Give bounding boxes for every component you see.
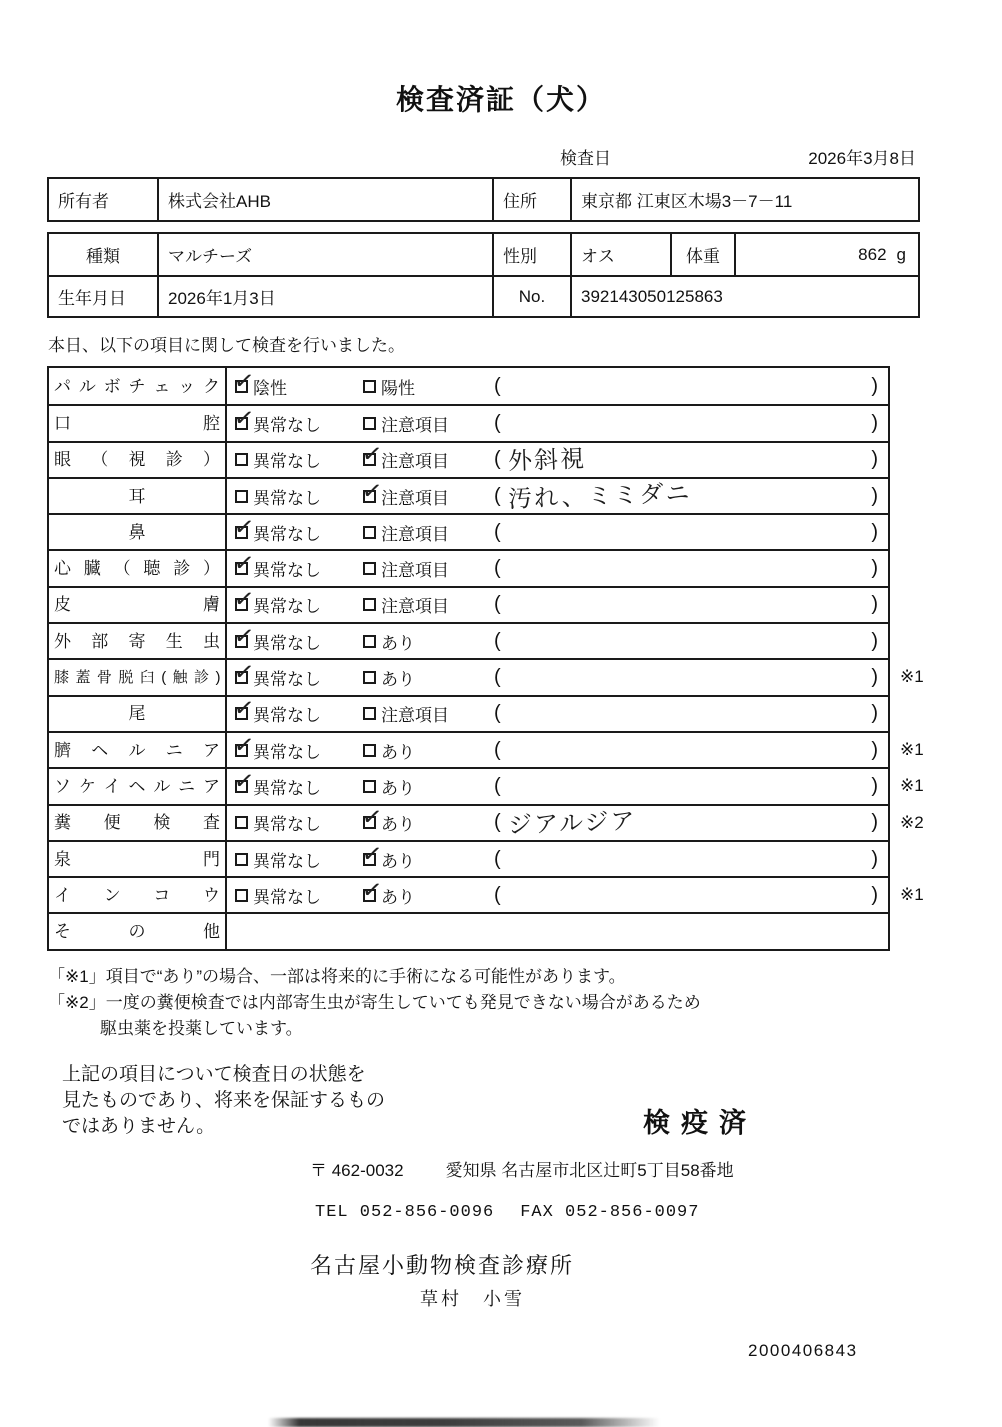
inspection-item-label: 心 臓 （ 聴 診 ）: [49, 551, 227, 585]
check-mark-icon: ✓: [232, 620, 256, 651]
paren-close: ): [871, 411, 878, 434]
disclaimer-text: [62, 1062, 385, 1141]
inspection-item-label: 糞 便 検 査: [49, 806, 227, 840]
comment-cell: [492, 624, 888, 658]
checkbox-icon: [360, 438, 384, 470]
option-label: あり: [381, 851, 415, 871]
postal-code: 〒 462-0032: [310, 1161, 404, 1181]
checkbox-icon: [360, 838, 384, 869]
option-label: 異常なし: [253, 887, 321, 907]
option-attention: [360, 838, 415, 872]
checkbox-icon: [232, 693, 256, 724]
paren-open: (: [494, 520, 501, 543]
inspection-row: [49, 840, 888, 876]
checkbox-icon: [235, 889, 248, 902]
checkbox-icon: [360, 801, 384, 833]
option-normal: [232, 620, 363, 654]
footnote-2-line1: 「※2」一度の糞便検査では内部寄生虫が寄生していても発見できない場合があるため: [48, 993, 701, 1013]
paren-open: (: [494, 666, 501, 689]
checkbox-icon: [232, 584, 256, 615]
footnote-marker: ※1: [900, 667, 924, 687]
inspection-row: [49, 801, 924, 840]
option-normal: [232, 729, 363, 763]
inspection-item-label: 泉 門: [49, 842, 227, 876]
option-label: 注意項目: [381, 706, 449, 726]
inspection-options: [227, 547, 492, 585]
checkbox-icon: [235, 853, 248, 866]
check-mark-icon: ✓: [232, 656, 256, 688]
serial-number: 2000406843: [748, 1341, 858, 1361]
paren-close: ): [871, 666, 878, 689]
option-label: 注意項目: [381, 488, 449, 508]
option-label: 異常なし: [253, 561, 321, 581]
footnote-marker: ※2: [900, 812, 924, 832]
option-label: 陽性: [381, 378, 415, 398]
checkbox-icon: [232, 620, 256, 651]
inspection-item-label: パ ル ボ チ ェ ッ ク: [49, 368, 227, 404]
checkbox-icon: [363, 598, 376, 611]
inspection-row: [49, 765, 924, 803]
paren-close: ): [871, 629, 878, 652]
inspection-row: [49, 586, 888, 622]
option-attention: [360, 475, 449, 509]
certificate-no-label: No.: [492, 277, 570, 316]
inspection-options: [227, 402, 492, 440]
inspection-row: [49, 729, 924, 767]
option-label: 異常なし: [253, 452, 321, 472]
inspection-row: [49, 656, 924, 694]
inspection-options: [227, 620, 492, 658]
comment-cell: [492, 551, 888, 585]
option-attention: [363, 520, 449, 545]
paren-open: (: [494, 557, 501, 580]
option-attention: [363, 374, 415, 399]
footnote-marker: ※1: [900, 885, 924, 905]
inspection-item-label: ソ ケ イ ヘ ル ニ ア: [49, 769, 227, 803]
breed-row: [49, 234, 918, 275]
paren-close: ): [871, 593, 878, 616]
option-label: あり: [381, 742, 415, 762]
option-label: 注意項目: [381, 452, 449, 472]
paren-close: ): [871, 883, 878, 906]
inspection-options: [227, 693, 492, 731]
breed-value: マルチーズ: [157, 234, 492, 275]
checkbox-icon: [363, 635, 376, 648]
paren-open: (: [494, 847, 501, 870]
check-mark-icon: ✓: [232, 402, 256, 434]
address-label: 住所: [492, 179, 570, 220]
check-mark-icon: ✓: [360, 475, 384, 506]
comment-cell: [492, 769, 888, 803]
comment-cell: [492, 697, 888, 731]
fax-number: FAX 052-856-0097: [520, 1203, 700, 1223]
option-label: 異常なし: [253, 597, 321, 617]
comment-cell: [492, 842, 888, 876]
footnote-1: 「※1」項目で“あり”の場合、一部は将来的に手術になる可能性があります。: [48, 966, 626, 986]
inspection-options: [227, 801, 492, 840]
inspection-item-label: 外 部 寄 生 虫: [49, 624, 227, 658]
option-label: あり: [381, 778, 415, 798]
birth-row: [49, 275, 918, 316]
inspection-item-label: 眼 （ 視 診 ）: [49, 443, 227, 477]
weight-value-cell: [734, 234, 918, 275]
comment-cell: [492, 588, 888, 622]
option-normal: [235, 883, 363, 908]
inspection-row: [49, 912, 888, 948]
inspection-options: [227, 584, 492, 622]
option-normal: [232, 402, 363, 436]
option-label: 異常なし: [253, 851, 321, 871]
disclaimer-line: ではありません。: [62, 1116, 216, 1138]
checkbox-icon: [232, 765, 256, 797]
birthdate-label: 生年月日: [58, 289, 126, 308]
checkbox-icon: [363, 562, 376, 575]
option-normal: [232, 765, 363, 799]
checkbox-icon: [363, 526, 376, 539]
inspection-item-label: 臍 ヘ ル ニ ア: [49, 733, 227, 767]
paren-close: ): [871, 448, 878, 471]
option-label: あり: [381, 815, 415, 835]
disclaimer-line: 見たものであり、将来を保証するもの: [62, 1090, 386, 1111]
option-label: あり: [381, 633, 415, 653]
check-mark-icon: ✓: [360, 438, 384, 470]
checkbox-icon: [232, 547, 256, 579]
option-attention: [363, 738, 415, 763]
inspection-row: [49, 622, 888, 658]
inspection-row: [49, 404, 888, 440]
comment-cell: [492, 368, 888, 404]
paren-close: ): [871, 557, 878, 580]
inspection-table: [47, 365, 924, 951]
option-label: 異常なし: [253, 524, 321, 544]
inspection-options: [227, 765, 492, 803]
option-attention: [363, 411, 449, 436]
inspection-row: [49, 513, 888, 549]
comment-cell: [492, 878, 888, 912]
inspection-item-label: 鼻: [49, 515, 227, 549]
comment-cell: [492, 406, 888, 440]
option-label: あり: [381, 670, 415, 690]
paren-close: ): [871, 774, 878, 797]
check-mark-icon: ✓: [232, 365, 256, 396]
birthdate-value: 2026年1月3日: [157, 277, 492, 316]
address-value: 東京都 江東区木場3－7－11: [570, 179, 918, 220]
inspection-options: [227, 656, 492, 694]
option-normal: [232, 584, 363, 617]
check-mark-icon: ✓: [232, 547, 256, 579]
inspection-options: [227, 914, 492, 948]
option-attention: [363, 665, 415, 690]
paren-close: ): [871, 484, 878, 507]
veterinarian-name: 草村 小雪: [420, 1289, 525, 1310]
check-mark-icon: ✓: [360, 838, 384, 869]
page-title: 検査済証（犬）: [395, 84, 606, 115]
inspection-row: [49, 549, 888, 585]
option-attention: [360, 438, 449, 472]
option-label: 異常なし: [253, 742, 321, 762]
paren-open: (: [494, 593, 501, 616]
checkbox-icon: [235, 490, 248, 503]
paren-open: (: [494, 702, 501, 725]
option-label: 異常なし: [253, 815, 321, 835]
comment-cell: [492, 733, 888, 767]
checkbox-icon: [363, 780, 376, 793]
inspection-options: [227, 438, 492, 477]
inspection-options: [227, 511, 492, 549]
option-normal: [235, 447, 363, 472]
owner-row: [49, 179, 918, 220]
option-normal: [232, 547, 363, 581]
checkbox-icon: [363, 744, 376, 757]
footnotes: [48, 964, 1002, 1043]
option-label: 異常なし: [253, 488, 321, 508]
inspection-row: [49, 477, 888, 513]
paren-open: (: [494, 374, 501, 397]
animal-table: [47, 232, 920, 318]
option-normal: [235, 810, 363, 835]
option-label: 異常なし: [253, 778, 321, 798]
inspection-options: [227, 729, 492, 767]
owner-label: 所有者: [58, 192, 109, 211]
option-label: 注意項目: [381, 561, 449, 581]
inspection-options: [227, 838, 492, 876]
check-mark-icon: ✓: [232, 584, 256, 615]
inspection-item-label: 皮 膚: [49, 588, 227, 622]
comment-cell: [492, 443, 888, 477]
option-label: 異常なし: [253, 706, 321, 726]
handwritten-comment: 外斜視: [507, 444, 587, 475]
checkbox-icon: [363, 380, 376, 393]
inspection-item-label: 膝 蓋 骨 脱 臼 ( 触 診 ): [49, 660, 227, 694]
intro-sentence: 本日、以下の項目に関して検査を行いました。: [48, 336, 405, 355]
inspection-options: [227, 365, 492, 404]
checkbox-icon: [232, 365, 256, 396]
owner-table: [47, 177, 920, 222]
paren-open: (: [494, 629, 501, 652]
option-label: 注意項目: [381, 415, 449, 435]
weight-value: 862: [858, 244, 887, 264]
option-attention: [360, 801, 415, 835]
option-attention: [363, 592, 449, 617]
checkbox-icon: [363, 417, 376, 430]
scan-artifact: [268, 1418, 660, 1427]
tel-number: TEL 052-856-0096: [315, 1203, 495, 1223]
check-mark-icon: ✓: [232, 693, 256, 724]
inspection-item-label: イ ン コ ウ: [49, 878, 227, 912]
inspection-date-row: [560, 144, 916, 169]
option-attention: [363, 701, 449, 726]
clinic-phone-line: [315, 1203, 1002, 1222]
inspection-row: [49, 874, 924, 912]
checkbox-icon: [363, 671, 376, 684]
paren-open: (: [494, 811, 501, 834]
inspection-item-label: 口 腔: [49, 406, 227, 440]
inspection-date-label: 検査日: [560, 149, 611, 168]
checkbox-icon: [235, 453, 248, 466]
footnote-marker: ※1: [900, 739, 924, 759]
check-mark-icon: ✓: [360, 874, 384, 906]
disclaimer-and-stamp: [62, 1062, 1002, 1141]
inspection-row: [49, 438, 888, 477]
footnote-2-line2: 駆虫薬を投薬しています。: [100, 1019, 303, 1039]
option-label: 異常なし: [253, 633, 321, 653]
paren-open: (: [494, 411, 501, 434]
quarantine-stamp: 検疫済: [643, 1108, 758, 1139]
paren-open: (: [494, 883, 501, 906]
checkbox-icon: [235, 816, 248, 829]
inspection-options: [227, 475, 492, 513]
inspection-row: [49, 365, 888, 404]
option-attention: [363, 556, 449, 581]
paren-close: ): [871, 738, 878, 761]
clinic-address: 愛知県 名古屋市北区辻町5丁目58番地: [445, 1161, 734, 1181]
option-label: 注意項目: [381, 524, 449, 544]
handwritten-comment: ジアルジア: [507, 806, 637, 839]
paren-open: (: [494, 774, 501, 797]
option-label: あり: [381, 887, 415, 907]
comment-cell: [492, 515, 888, 549]
option-normal: [232, 693, 363, 726]
option-normal: [232, 656, 363, 690]
paren-open: (: [494, 448, 501, 471]
option-label: 注意項目: [381, 597, 449, 617]
option-normal: [232, 511, 363, 545]
paren-close: ): [871, 702, 878, 725]
handwritten-comment: 汚れ、ミミダニ: [507, 478, 692, 514]
paren-close: ): [871, 847, 878, 870]
checkbox-icon: [360, 874, 384, 906]
option-normal: [235, 484, 363, 509]
paren-open: (: [494, 484, 501, 507]
paren-close: ): [871, 520, 878, 543]
certificate-no-value: 392143050125863: [570, 277, 918, 316]
comment-cell: [492, 479, 888, 513]
check-mark-icon: ✓: [232, 729, 256, 760]
owner-value: 株式会社AHB: [157, 179, 492, 220]
comment-cell: [492, 806, 888, 840]
option-label: 異常なし: [253, 670, 321, 690]
sex-label: 性別: [492, 234, 570, 275]
inspection-item-label: 耳: [49, 479, 227, 513]
check-mark-icon: ✓: [360, 801, 384, 833]
option-attention: [363, 774, 415, 799]
inspection-row: [49, 695, 888, 731]
inspection-date-value: 2026年3月8日: [808, 149, 916, 168]
inspection-item-label: 尾: [49, 697, 227, 731]
option-label: 陰性: [253, 378, 287, 398]
comment-cell: [492, 660, 888, 694]
option-normal: [235, 847, 363, 872]
paren-close: ): [871, 811, 878, 834]
checkbox-icon: [232, 511, 256, 543]
weight-label: 体重: [670, 234, 734, 275]
clinic-name: 名古屋小動物検査診療所: [310, 1253, 575, 1279]
checkbox-icon: [360, 475, 384, 506]
option-label: 異常なし: [253, 415, 321, 435]
spacer: [0, 222, 1002, 232]
checkbox-icon: [232, 402, 256, 434]
disclaimer-line: 上記の項目について検査日の状態を: [62, 1063, 366, 1085]
paren-open: (: [494, 738, 501, 761]
checkbox-icon: [363, 707, 376, 720]
checkbox-icon: [232, 729, 256, 760]
footnote-marker: ※1: [900, 776, 924, 796]
inspection-item-label: そ の 他: [49, 914, 227, 948]
clinic-address-line: [310, 1156, 1002, 1181]
option-attention: [360, 874, 415, 908]
check-mark-icon: ✓: [232, 765, 256, 797]
weight-unit: g: [896, 244, 906, 264]
breed-label: 種類: [86, 247, 120, 266]
sex-value: オス: [570, 234, 670, 275]
option-normal: [232, 365, 363, 399]
paren-close: ): [871, 374, 878, 397]
checkbox-icon: [232, 656, 256, 688]
option-attention: [363, 629, 415, 654]
inspection-options: [227, 874, 492, 912]
check-mark-icon: ✓: [232, 511, 256, 543]
